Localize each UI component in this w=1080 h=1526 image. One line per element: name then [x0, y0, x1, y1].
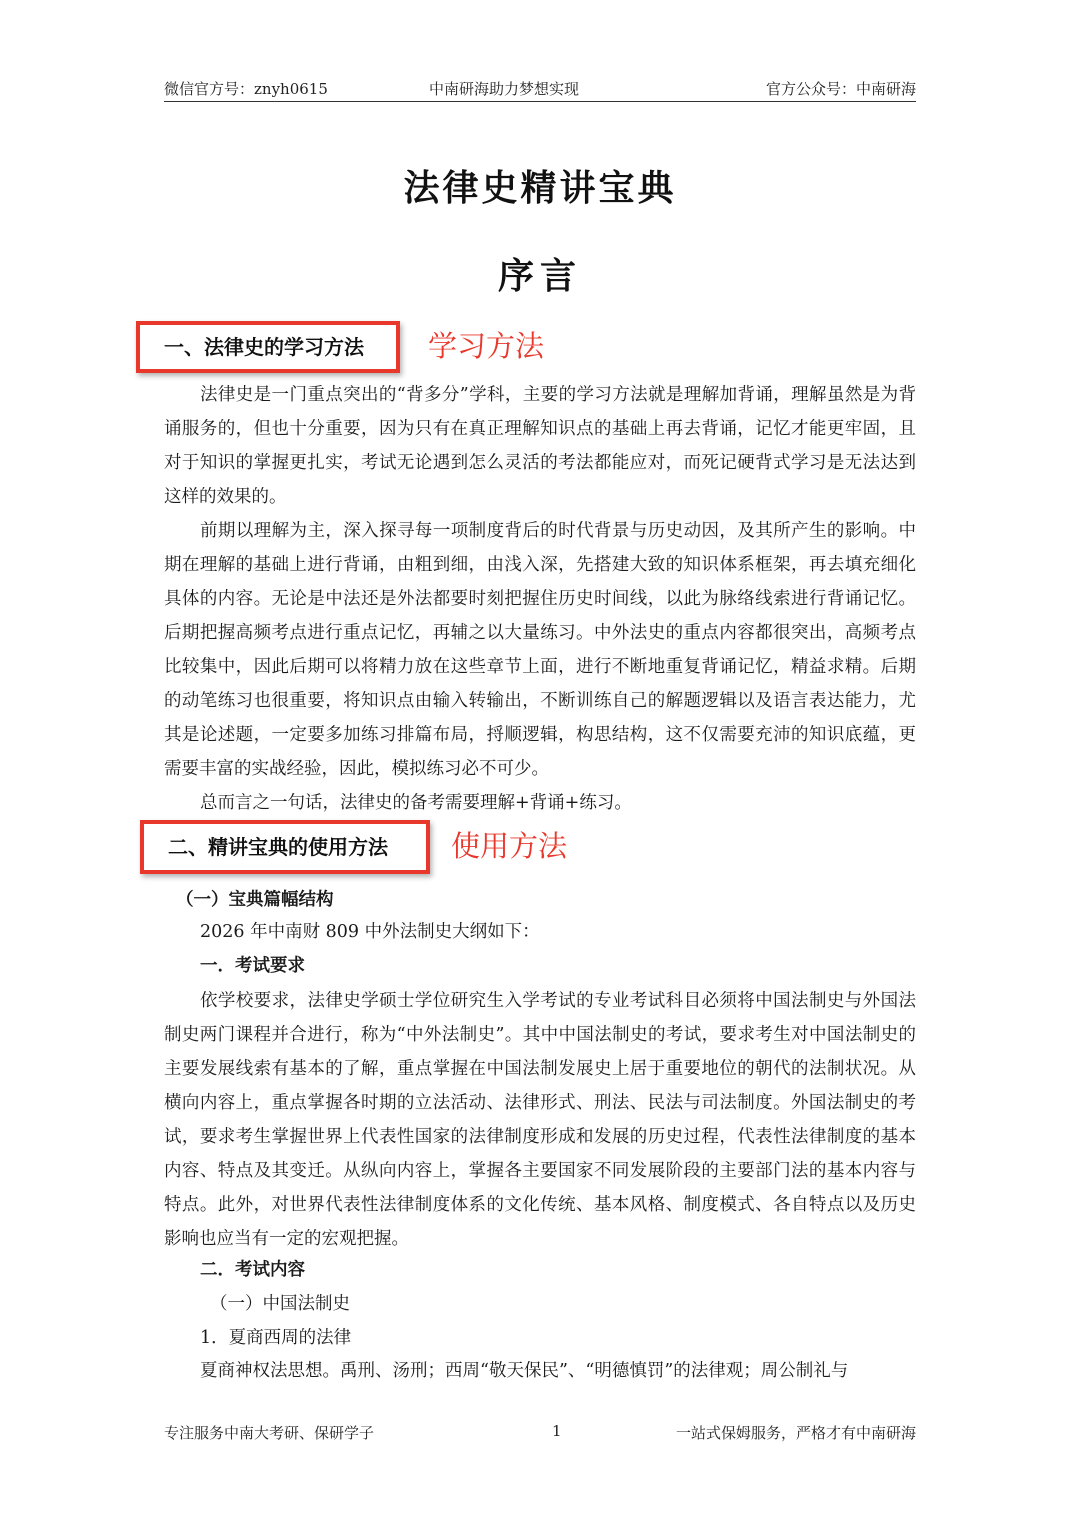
preface-title: 序言 [497, 255, 582, 297]
item-xia-shang-zhou-text: 夏商神权法思想。禹刑、汤刑；西周“敬天保民”、“明德慎罚”的法律观；周公制礼与 [200, 1361, 849, 1381]
structure-subheading: （一）宝典篇幅结构 [176, 890, 334, 910]
header-divider [164, 101, 916, 102]
section2-heading-box: 二、精讲宝典的使用方法 [140, 820, 430, 874]
china-legal-history-heading: （一）中国法制史 [210, 1294, 350, 1314]
section1-annotation: 学习方法 [428, 329, 545, 363]
document-title: 法律史精讲宝典 [403, 167, 677, 209]
footer-right-slogan: 一站式保姆服务，严格才有中南研海 [675, 1424, 916, 1442]
section1-paragraph-3: 总而言之一句话，法律史的备考需要理解+背诵+练习。 [200, 793, 632, 813]
page-number: 1 [552, 1422, 562, 1440]
section1-paragraph-1: 法律史是一门重点突出的“背多分”学科，主要的学习方法就是理解加背诵，理解虽然是为背诵服务的，但也十分重要，因为只有在真正理解知识点的基础上再去背诵，记忆才能更牢固，且对于知识的掌握更扎实，考试无论遇到怎么灵活的考法都能应对，而死记硬背式学习是无法达到这样的效果的。 [164, 385, 916, 507]
page-header [164, 78, 916, 100]
outline-intro: 2026 年中南财 809 中外法制史大纲如下： [200, 922, 540, 942]
header-official-account: 官方公众号：中南研海 [765, 80, 916, 98]
section1-heading-box: 一、法律史的学习方法 [136, 321, 400, 373]
exam-content-heading: 二．考试内容 [200, 1260, 305, 1280]
exam-requirements-heading: 一．考试要求 [200, 956, 305, 976]
footer-left-slogan: 专注服务中南大考研、保研学子 [164, 1424, 375, 1442]
exam-requirements-text: 依学校要求，法律史学硕士学位研究生入学考试的专业考试科目必须将中国法制史与外国法制史两门课程并合进行，称为“中外法制史”。其中中国法制史的考试，要求考生对中国法制史的主要发展线索有基本的了解，重点掌握在中国法制发展史上居于重要地位的朝代的法制状况。从横向内容上，重点掌握各时期的立法活动、法律形式、刑法、民法与司法制度。外国法制史的考试，要求考生掌握世界上代表性国家的法律制度形成和发展的历史过程，代表性法律制度的基本内容、特点及其变迁。从纵向内容上，掌握各主要国家不同发展阶段的主要部门法的基本内容与特点。此外，对世界代表性法律制度体系的文化传统、基本风格、制度模式、各自特点以及历史影响也应当有一定的宏观把握。 [164, 991, 916, 1249]
header-slogan: 中南研海助力梦想实现 [429, 80, 580, 98]
page-footer [164, 1422, 916, 1444]
header-wechat-id: 微信官方号：znyh0615 [164, 80, 328, 98]
section2-annotation: 使用方法 [451, 829, 568, 863]
item-xia-shang-zhou: 1．夏商西周的法律 [200, 1328, 352, 1348]
section1-paragraph-2: 前期以理解为主，深入探寻每一项制度背后的时代背景与历史动因，及其所产生的影响。中期在理解的基础上进行背诵，由粗到细，由浅入深，先搭建大致的知识体系框架，再去填充细化具体的内容。无论是中法还是外法都要时刻把握住历史时间线，以此为脉络线索进行背诵记忆。后期把握高频考点进行重点记忆，再辅之以大量练习。中外法史的重点内容都很突出，高频考点比较集中，因此后期可以将精力放在这些章节上面，进行不断地重复背诵记忆，精益求精。后期的动笔练习也很重要，将知识点由输入转输出，不断训练自己的解题逻辑以及语言表达能力，尤其是论述题，一定要多加练习排篇布局，捋顺逻辑，构思结构，这不仅需要充沛的知识底蕴，更需要丰富的实战经验，因此，模拟练习必不可少。 [164, 521, 916, 779]
